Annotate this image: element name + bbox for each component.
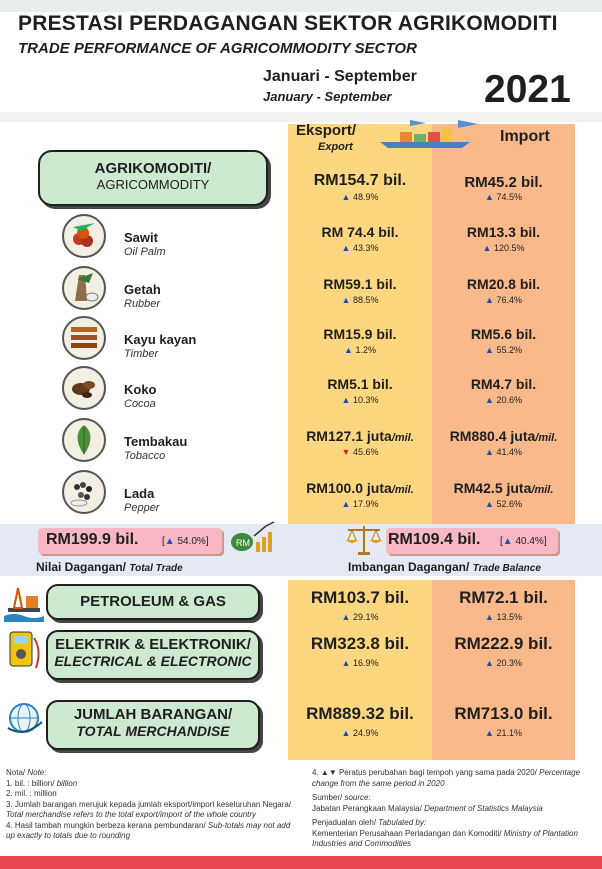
sector-export-change: ▲ 24.9% <box>341 728 379 738</box>
product-name-ms: Koko <box>124 382 157 397</box>
sector-export-value: RM889.32 bil. <box>306 704 414 723</box>
product-export-value: RM100.0 juta/mil. <box>306 480 414 496</box>
trade-balance-value: RM109.4 bil. <box>388 531 481 548</box>
year-label: 2021 <box>484 68 571 111</box>
sector-label-ms: JUMLAH BARANGAN/ <box>73 706 233 723</box>
import-header: Import <box>500 128 550 145</box>
export-header-en: Export <box>318 141 353 153</box>
sector-export-value: RM103.7 bil. <box>310 588 410 607</box>
product-export-value: RM15.9 bil. <box>323 326 397 342</box>
product-import-change: ▲ 20.6% <box>485 395 522 405</box>
sector-import-change: ▲ 13.5% <box>485 612 522 622</box>
agri-export-change: ▲ 48.9% <box>341 192 379 202</box>
header-divider <box>0 112 602 122</box>
product-import-value: RM5.6 bil. <box>470 326 537 342</box>
sector-box <box>46 584 260 620</box>
sector-export-change: ▲ 16.9% <box>341 658 379 668</box>
sector-label-ms: PETROLEUM & GAS <box>80 593 226 610</box>
rubber-tapping-icon <box>62 266 106 310</box>
sector-label-ms: ELEKTRIK & ELEKTRONIK/ <box>55 636 251 653</box>
balance-scale-icon <box>344 522 384 561</box>
product-export-value: RM127.1 juta/mil. <box>306 428 414 444</box>
trade-balance-label: Imbangan Dagangan/ Trade Balance <box>348 560 541 574</box>
agricommodity-box <box>38 150 268 206</box>
product-export-change: ▲ 17.9% <box>341 499 379 509</box>
sector-import-value: RM72.1 bil. <box>459 588 548 607</box>
product-name-en: Oil Palm <box>124 246 166 258</box>
product-import-value: RM42.5 juta/mil. <box>453 480 554 496</box>
notes-left: Nota/ Note: 1. bil. : billion/ billion 2. mil. : million 3. Jumlah barangan merujuk kepada jumlah eksport/import keseluruhan Negara/ Total merchandise refers to the total export/import of the whole country 4. Hasil tambah mungkin berbeza kerana pembundaran/ Sub-totals may not add up exactly to totals due to rounding <box>6 768 292 840</box>
globe-icon <box>4 698 44 743</box>
agri-label-ms: AGRIKOMODITI/ <box>94 160 212 177</box>
sector-import-change: ▲ 21.1% <box>485 728 522 738</box>
product-export-value: RM 74.4 bil. <box>321 224 399 240</box>
product-export-value: RM59.1 bil. <box>323 276 397 292</box>
total-trade-label: Nilai Dagangan/ Total Trade <box>36 560 183 574</box>
total-trade-change: [▲ 54.0%] <box>162 536 209 547</box>
agri-import-value: RM45.2 bil. <box>464 174 543 191</box>
sector-import-value: RM713.0 bil. <box>454 704 553 723</box>
product-import-value: RM13.3 bil. <box>466 224 541 240</box>
pepper-icon <box>62 470 106 514</box>
product-import-value: RM20.8 bil. <box>466 276 541 292</box>
product-export-change: ▲ 10.3% <box>341 395 379 405</box>
svg-text:RM: RM <box>236 538 250 548</box>
product-export-change: ▲ 1.2% <box>344 345 376 355</box>
import-unit: /mil. <box>531 484 554 496</box>
product-name-en: Timber <box>124 348 159 360</box>
agri-import-change: ▲ 74.5% <box>485 192 522 202</box>
bottom-accent-bar <box>0 856 602 869</box>
sector-label-en: ELECTRICAL & ELECTRONIC <box>54 653 252 669</box>
timber-icon <box>62 316 106 360</box>
tobacco-leaf-icon <box>62 418 106 462</box>
period-malay: Januari - September <box>263 68 417 85</box>
product-import-change: ▲ 52.6% <box>485 499 522 509</box>
sector-import-value: RM222.9 bil. <box>454 634 553 653</box>
product-name-ms: Lada <box>124 486 155 501</box>
agri-label-en: AGRICOMMODITY <box>96 177 210 192</box>
cocoa-icon <box>62 366 106 410</box>
sector-label-en: TOTAL MERCHANDISE <box>76 723 230 739</box>
notes-right: 4. ▲▼ Peratus perubahan bagi tempoh yang sama pada 2020/ Percentage change from the same period in 2020 Sumber/ source: Jabatan Perangkaan Malaysia/ Department of Statistics Malaysia Penjadualan oleh/ Tabulated by: Kementerian Perusahaan Perladangan dan Komoditi/ Ministry of Plantation Industries and Commodities <box>312 768 581 848</box>
product-name-ms: Sawit <box>124 230 158 245</box>
sector-box <box>46 630 260 680</box>
sector-export-change: ▲ 29.1% <box>341 612 379 622</box>
multimeter-icon <box>4 628 44 677</box>
product-name-en: Pepper <box>124 502 160 514</box>
product-export-change: ▲ 43.3% <box>341 243 379 253</box>
product-name-ms: Kayu kayan <box>124 332 197 347</box>
oil-rig-icon <box>4 582 44 627</box>
product-name-ms: Tembakau <box>124 434 188 449</box>
header-top-strip <box>0 0 602 12</box>
product-import-change: ▲ 76.4% <box>485 295 522 305</box>
product-import-change: ▲ 55.2% <box>485 345 522 355</box>
export-unit: /mil. <box>391 484 414 496</box>
product-import-value: RM880.4 juta/mil. <box>449 428 558 444</box>
product-name-en: Tobacco <box>124 450 166 462</box>
product-export-value: RM5.1 bil. <box>327 376 393 392</box>
product-import-value: RM4.7 bil. <box>470 376 537 392</box>
import-unit: /mil. <box>535 432 558 444</box>
ship-plane-icon <box>370 114 490 155</box>
total-trade-value: RM199.9 bil. <box>46 531 139 548</box>
title-english: TRADE PERFORMANCE OF AGRICOMMODITY SECTOR <box>18 40 417 57</box>
product-import-change: ▲ 41.4% <box>485 447 522 457</box>
product-name-en: Cocoa <box>124 398 156 410</box>
period-english: January - September <box>263 89 392 104</box>
trade-balance-change: [▲ 40.4%] <box>500 536 547 547</box>
money-growth-icon <box>230 520 278 559</box>
product-export-change: ▲ 88.5% <box>341 295 379 305</box>
title-malay: PRESTASI PERDAGANGAN SEKTOR AGRIKOMODITI <box>18 12 558 35</box>
product-name-en: Rubber <box>124 298 161 310</box>
sector-export-value: RM323.8 bil. <box>310 634 410 653</box>
export-unit: /mil. <box>391 432 414 444</box>
product-import-change: ▲ 120.5% <box>482 243 525 253</box>
agri-export-value: RM154.7 bil. <box>313 172 407 189</box>
export-header: Eksport/ <box>296 122 357 139</box>
product-name-ms: Getah <box>124 282 161 297</box>
sector-import-change: ▲ 20.3% <box>485 658 522 668</box>
palm-fruit-icon <box>62 214 106 258</box>
sector-box <box>46 700 260 750</box>
product-export-change: ▼ 45.6% <box>341 447 379 457</box>
